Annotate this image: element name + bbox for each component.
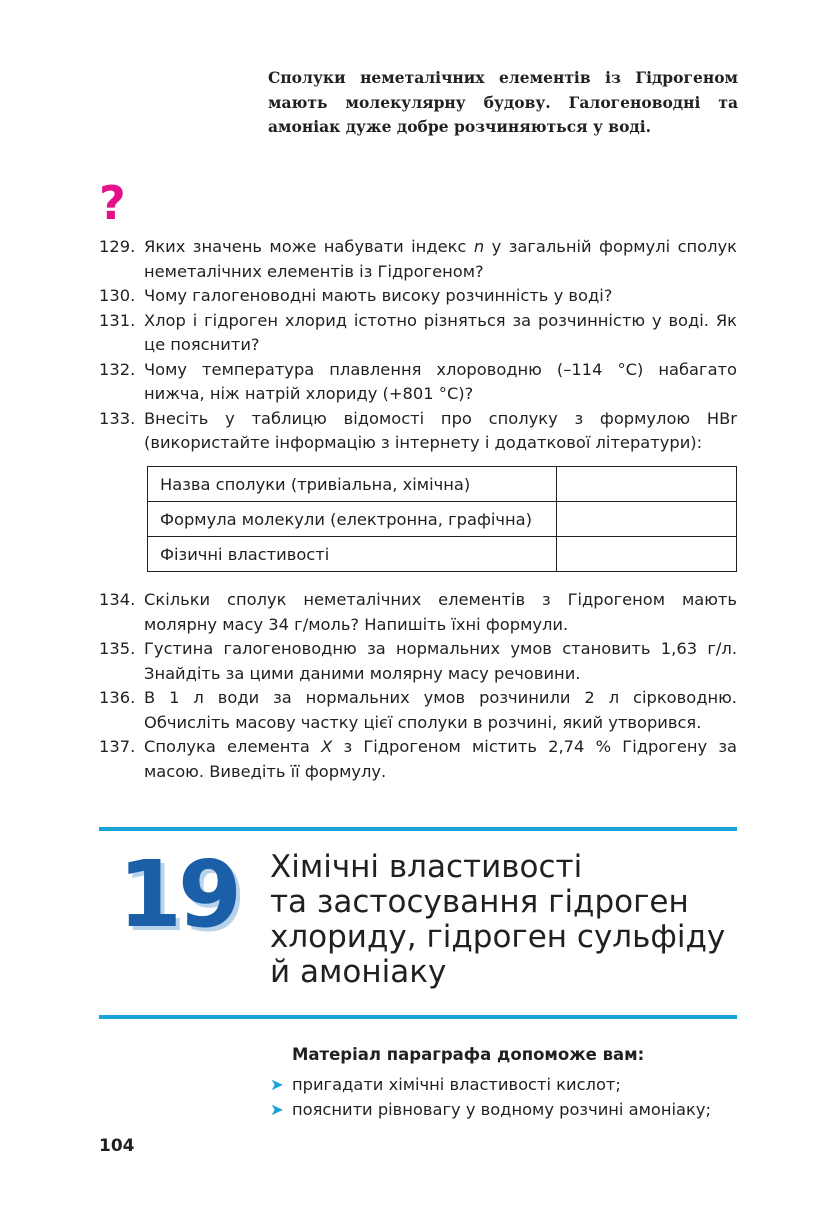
question-text: Скільки сполук неметалічних елементів з Гідрогеном мають молярну масу 34 г/моль? Напишіть їхні формули. (144, 590, 737, 634)
chapter-divider-top (99, 827, 737, 831)
question-text: Густина галогеноводню за нормальних умов становить 1,63 г/л. Знайдіть за цими даними молярну масу речовини. (144, 639, 737, 683)
page-number: 104 (99, 1136, 135, 1156)
question-number: 134. (99, 590, 136, 609)
question-text: Чому температура плавлення хлороводню (–114 °C) набагато нижча, ніж натрій хлориду (+801 °C)? (144, 359, 737, 403)
question-number: 137. (99, 737, 136, 756)
summary-text: Сполуки неметалічних елементів із Гідрогеном мають молекулярну будову. Галогеноводні та амоніак дуже добре розчиняються у воді. (268, 68, 738, 136)
question-number: 129. (99, 237, 136, 256)
goals-list (270, 1072, 740, 1122)
table-cell-label: Формула молекули (електронна, графічна) (148, 502, 557, 537)
question-mark-icon: ? (99, 176, 126, 230)
chapter-title-line: та застосування гідроген (270, 884, 689, 920)
question-text: Чому галогеноводні мають високу розчинність у воді? (144, 286, 613, 305)
question-129 (99, 235, 737, 284)
table-cell-label: Фізичні властивості (148, 537, 557, 572)
table-row (148, 502, 737, 537)
question-136 (99, 686, 737, 735)
question-text: Сполука елемента X з Гідрогеном містить 2,74 % Гідрогену за масою. Виведіть її формулу. (144, 737, 737, 781)
question-text: В 1 л води за нормальних умов розчинили 2 л сірководню. Обчисліть масову частку цієї сполуки в розчині, який утворився. (144, 688, 737, 732)
question-number: 130. (99, 286, 136, 305)
list-item (270, 1097, 740, 1122)
table-cell-value (557, 467, 737, 502)
question-text: Внесіть у таблицю відомості про сполуку з формулою HBr (використайте інформацію з інтернету і додаткової літератури): (144, 408, 737, 452)
section-summary (268, 66, 738, 140)
question-number: 131. (99, 310, 136, 330)
question-133 (99, 407, 737, 456)
chapter-title (270, 850, 740, 990)
chapter-number: 19 (118, 841, 239, 948)
question-134 (99, 588, 737, 637)
chapter-title-line: й амоніаку (270, 954, 447, 990)
list-item (270, 1072, 740, 1097)
table-row (148, 537, 737, 572)
question-number: 133. (99, 408, 136, 428)
goals-heading: Матеріал параграфа допоможе вам: (292, 1045, 645, 1064)
table-row (148, 467, 737, 502)
question-137 (99, 735, 737, 784)
question-number: 135. (99, 639, 136, 658)
arrow-bullet-icon: ➤ (270, 1075, 284, 1094)
table-cell-value (557, 502, 737, 537)
question-text: Хлор і гідроген хлорид істотно різняться за розчинністю у воді. Як це пояснити? (144, 310, 737, 354)
hbr-info-table (147, 466, 737, 572)
table-cell-value (557, 537, 737, 572)
question-135 (99, 637, 737, 686)
question-130 (99, 284, 737, 309)
question-text: Яких значень може набувати індекс n у загальній формулі сполук неметалічних елементів із Гідрогеном? (144, 237, 737, 281)
arrow-bullet-icon: ➤ (270, 1100, 284, 1119)
goal-text: пригадати хімічні властивості кислот; (292, 1075, 621, 1094)
question-number: 136. (99, 688, 136, 707)
questions-list-2 (99, 588, 737, 784)
question-number: 132. (99, 359, 136, 379)
question-131 (99, 309, 737, 358)
chapter-divider-bottom (99, 1015, 737, 1019)
question-132 (99, 358, 737, 407)
chapter-title-line: Хімічні властивості (270, 849, 583, 885)
chapter-title-line: хлориду, гідроген сульфіду (270, 919, 726, 955)
goal-text: пояснити рівновагу у водному розчині амоніаку; (292, 1100, 711, 1119)
questions-list-1 (99, 235, 737, 456)
table-cell-label: Назва сполуки (тривіальна, хімічна) (148, 467, 557, 502)
